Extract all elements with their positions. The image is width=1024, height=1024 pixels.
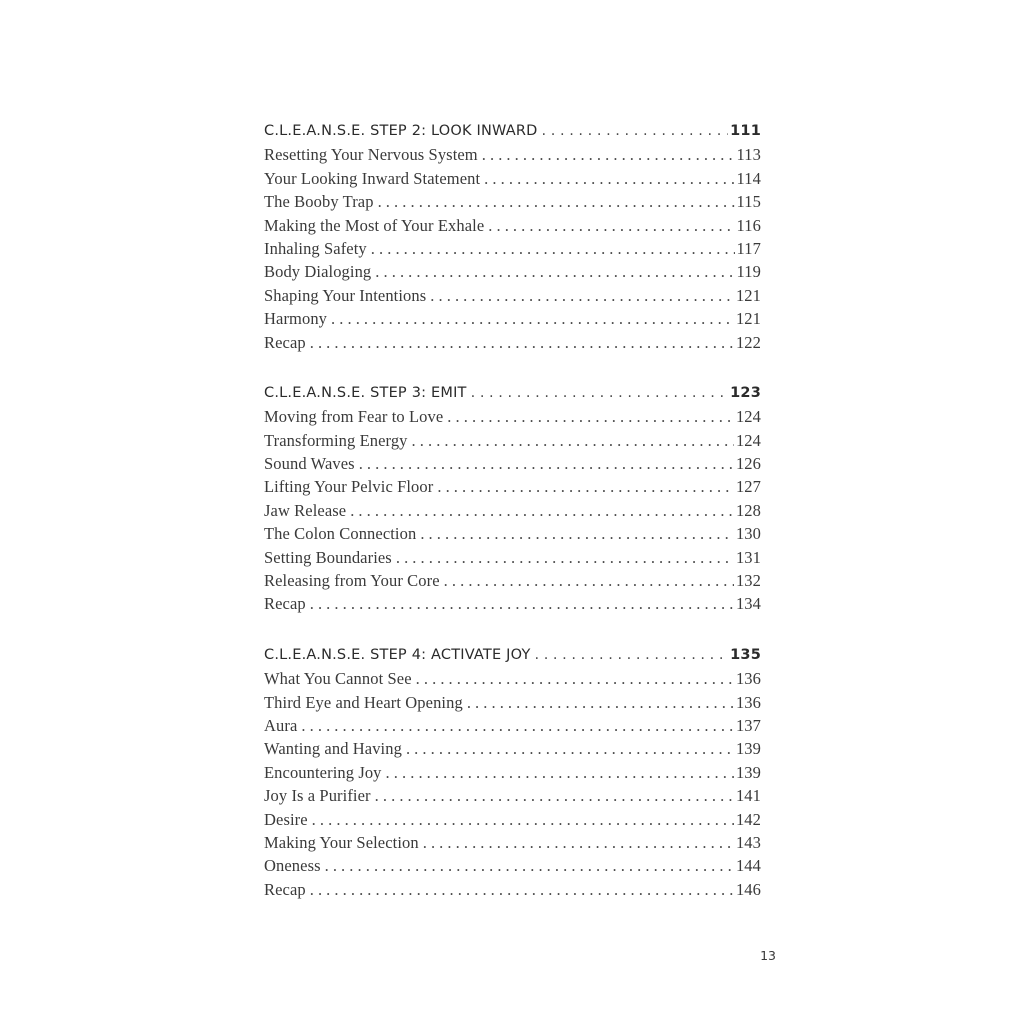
toc-entry-page: 136 [735,669,761,689]
toc-entry[interactable] [264,854,761,877]
dot-leader [482,143,735,166]
toc-entry-page: 115 [736,192,761,212]
dot-leader [325,854,734,877]
toc-entry-title: Body Dialoging [264,262,372,282]
toc-entry-title: Your Looking Inward Statement [264,168,481,188]
toc-section-step-3 [264,382,761,616]
toc-entry-title: Making Your Selection [264,832,419,852]
dot-leader [467,691,734,714]
dot-leader [430,284,734,307]
toc-entry-page: 132 [735,571,761,591]
toc-entry-title: Recap [264,594,306,614]
toc-entry-page: 128 [735,500,761,520]
toc-entry-title: Wanting and Having [264,739,402,759]
toc-entry-page: 141 [735,786,761,806]
dot-leader [350,499,734,522]
toc-entry[interactable] [264,190,761,213]
toc-entry-page: 139 [735,762,761,782]
toc-entry[interactable] [264,475,761,498]
dot-leader [406,737,734,760]
toc-entry[interactable] [264,499,761,522]
dot-leader [488,214,734,237]
toc-entry[interactable] [264,307,761,330]
toc-entry-page: 146 [735,879,761,899]
toc-entry-title: The Colon Connection [264,524,417,544]
toc-entry-title: Desire [264,809,308,829]
dot-leader [331,307,734,330]
toc-entry-title: Joy Is a Purifier [264,786,371,806]
dot-leader [542,120,729,143]
toc-entry[interactable] [264,429,761,452]
toc-entry[interactable] [264,784,761,807]
toc-entry-page: 136 [735,692,761,712]
toc-entry-title: Shaping Your Intentions [264,285,427,305]
toc-entry-title: Third Eye and Heart Opening [264,692,463,712]
dot-leader [371,237,735,260]
toc-entry-title: Making the Most of Your Exhale [264,215,485,235]
dot-leader [375,784,734,807]
toc-entry-page: 121 [735,309,761,329]
toc-entry[interactable] [264,761,761,784]
section-heading-title: C.L.E.A.N.S.E. STEP 4: ACTIVATE JOY [264,646,531,663]
dot-leader [386,761,734,784]
toc-entry-page: 142 [735,809,761,829]
toc-entry-title: Harmony [264,309,328,329]
toc-entry[interactable] [264,808,761,831]
section-heading-page: 111 [730,123,761,139]
toc-entry-title: Moving from Fear to Love [264,407,444,427]
toc-entry-page: 114 [736,168,761,188]
toc-entry-title: What You Cannot See [264,669,412,689]
toc-entry-page: 139 [735,739,761,759]
toc-entry-title: Oneness [264,856,321,876]
toc-entry-title: Setting Boundaries [264,547,392,567]
toc-entry[interactable] [264,167,761,190]
toc-entry-page: 143 [735,832,761,852]
section-heading[interactable] [264,120,761,143]
toc-entry-page: 113 [736,145,761,165]
toc-entry-title: Resetting Your Nervous System [264,145,478,165]
section-heading-title: C.L.E.A.N.S.E. STEP 3: EMIT [264,384,467,401]
toc-entry-page: 122 [735,332,761,352]
toc-entry-title: Aura [264,715,298,735]
toc-entry-page: 121 [735,285,761,305]
toc-entry[interactable] [264,331,761,354]
dot-leader [437,475,734,498]
dot-leader [359,452,734,475]
toc-entry-title: Encountering Joy [264,762,382,782]
toc-entry-page: 127 [735,477,761,497]
toc-entry[interactable] [264,592,761,615]
dot-leader [484,167,734,190]
dot-leader [396,546,734,569]
page-number: 13 [760,948,776,963]
dot-leader [301,714,734,737]
dot-leader [423,831,734,854]
table-of-contents [264,120,761,901]
toc-entry-page: 124 [735,430,761,450]
toc-section-step-2 [264,120,761,354]
dot-leader [416,667,734,690]
toc-entry[interactable] [264,737,761,760]
toc-entry[interactable] [264,143,761,166]
toc-entry[interactable] [264,831,761,854]
dot-leader [420,522,734,545]
section-heading-title: C.L.E.A.N.S.E. STEP 2: LOOK INWARD [264,123,538,139]
toc-entry[interactable] [264,691,761,714]
toc-entry-title: Transforming Energy [264,430,408,450]
dot-leader [375,260,734,283]
toc-entry-page: 117 [736,238,761,258]
dot-leader [412,429,734,452]
section-heading-page: 135 [730,646,761,663]
dot-leader [310,331,734,354]
toc-entry[interactable] [264,878,761,901]
toc-entry-page: 126 [735,454,761,474]
toc-entry[interactable] [264,214,761,237]
toc-entry-title: Jaw Release [264,500,347,520]
toc-entry[interactable] [264,452,761,475]
dot-leader [447,405,734,428]
toc-entry-title: Releasing from Your Core [264,571,440,591]
toc-entry-page: 131 [735,547,761,567]
toc-entry-page: 137 [735,715,761,735]
toc-entry-page: 130 [735,524,761,544]
toc-entry[interactable] [264,284,761,307]
toc-entry[interactable] [264,569,761,592]
toc-entry-title: The Booby Trap [264,192,374,212]
toc-entry-page: 134 [735,594,761,614]
toc-entry-page: 119 [736,262,761,282]
toc-entry[interactable] [264,714,761,737]
toc-entry[interactable] [264,405,761,428]
section-heading-page: 123 [730,384,761,401]
section-heading[interactable] [264,382,761,405]
toc-entry-page: 124 [735,407,761,427]
dot-leader [444,569,734,592]
toc-entry-title: Lifting Your Pelvic Floor [264,477,434,497]
section-heading[interactable] [264,644,761,667]
toc-entry[interactable] [264,546,761,569]
dot-leader [312,808,734,831]
toc-entry-title: Recap [264,879,306,899]
toc-entry[interactable] [264,237,761,260]
toc-section-step-4 [264,644,761,901]
toc-entry-title: Recap [264,332,306,352]
dot-leader [310,592,734,615]
dot-leader [310,878,734,901]
dot-leader [471,382,729,405]
toc-entry[interactable] [264,667,761,690]
toc-entry[interactable] [264,522,761,545]
toc-entry-page: 144 [735,856,761,876]
toc-entry-title: Sound Waves [264,454,355,474]
dot-leader [535,644,729,667]
toc-entry-title: Inhaling Safety [264,238,367,258]
toc-entry-page: 116 [736,215,761,235]
toc-entry[interactable] [264,260,761,283]
dot-leader [378,190,735,213]
